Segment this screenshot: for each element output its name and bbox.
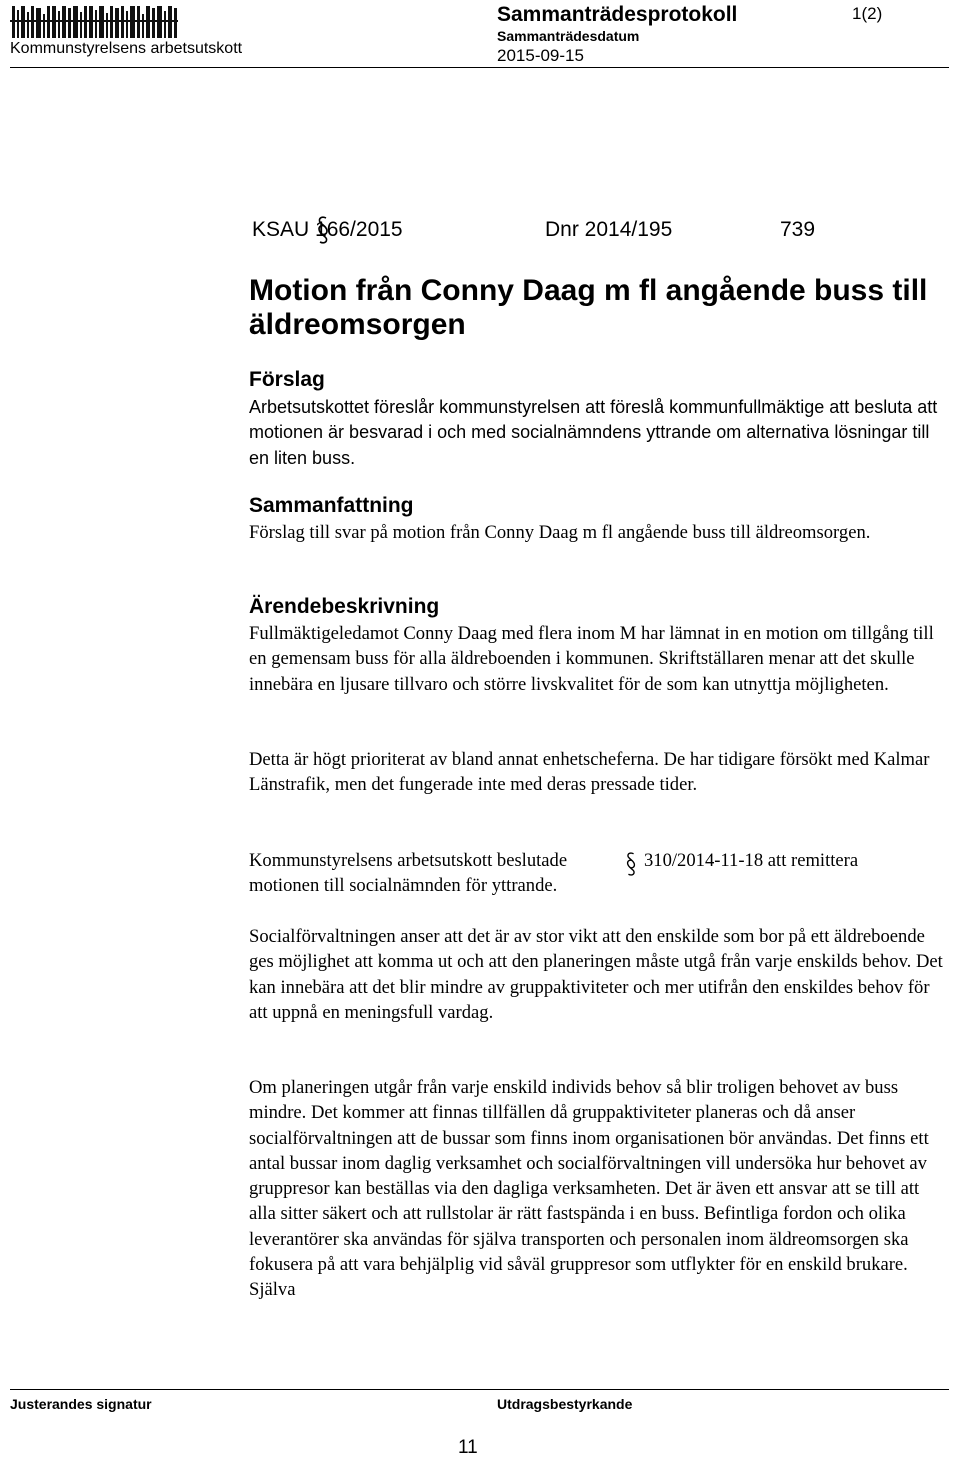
arende-paragraph: Detta är högt prioriterat av bland annat enhetscheferna. De har tidigare försökt med Kalmar Länstrafik, men det fungerade inte med deras pressade tider.	[249, 749, 930, 796]
arende-paragraph: Om planeringen utgår från varje enskild individs behov så blir troligen behovet av buss mindre. Det kommer att finnas tillfällen då gruppaktiviteter planeras och då anser socialförvaltningen att de bussar som finns inom organisationen bör användas. Det finns ett antal bussar inom daglig verksamhet och socialförvaltningen vill undersöka hur behovet av gruppresor kan beställas via den dagliga verksamheten. Det är även ett ansvar att se till att alla sitter säkert och att rullstolar är rätt fastspända i en buss. Befintliga fordon och olika leverantörer ska användas för själva transporten och personalen inom äldreomsorgen ska fokusera på att vara behjälplig vid såväl gruppresor som utflykter för en enskild brukare. Själva	[249, 1077, 929, 1301]
signature-label: Justerandes signatur	[10, 1396, 152, 1412]
case-number: KSAU 166/2015	[252, 218, 403, 241]
arende-paragraph: motionen till socialnämnden för yttrande.	[249, 875, 558, 896]
page-number: 11	[458, 1437, 478, 1458]
heading-forslag: Förslag	[249, 368, 325, 391]
document-title: Sammanträdesprotokoll	[497, 3, 738, 26]
organization-name: Kommunstyrelsens arbetsutskott	[10, 40, 243, 57]
extract-label: Utdragsbestyrkande	[497, 1396, 633, 1412]
case-title: Motion från Conny Daag m fl angående buss till äldreomsorgen	[249, 274, 928, 341]
arende-paragraph: Kommunstyrelsens arbetsutskott beslutade	[249, 850, 568, 871]
header-divider	[10, 67, 949, 68]
sammanfattning-text: Förslag till svar på motion från Conny Daag m fl angående buss till äldreomsorgen.	[249, 522, 871, 543]
meeting-date-label: Sammanträdesdatum	[497, 28, 640, 44]
municipality-logo	[10, 2, 178, 42]
footer-divider	[10, 1389, 949, 1390]
heading-arendebeskrivning: Ärendebeskrivning	[249, 595, 440, 618]
heading-sammanfattning: Sammanfattning	[249, 494, 414, 517]
arende-paragraph: 310/2014-11-18 att remittera	[644, 850, 859, 871]
forslag-text: Arbetsutskottet föreslår kommunstyrelsen att föreslå kommunfullmäktige att besluta att motionen är besvarad i och med socialnämndens yttrande om alternativa lösningar till en liten buss.	[249, 397, 938, 468]
meeting-date: 2015-09-15	[497, 46, 584, 65]
case-dnr: Dnr 2014/195	[545, 218, 673, 241]
case-code: 739	[780, 218, 816, 241]
section-sign-icon	[316, 214, 330, 246]
page-count: 1(2)	[852, 4, 883, 23]
arende-paragraph: Fullmäktigeledamot Conny Daag med flera inom M har lämnat in en motion om tillgång till en gemensam buss för alla äldreboenden i kommunen. Skriftställaren menar att det skulle innebära en ljusare tillvaro och större livskvalitet för de som kan utnyttja möjligheten.	[249, 623, 934, 695]
arende-paragraph: Socialförvaltningen anser att det är av stor vikt att den enskilde som bor på ett äldreboende ges möjlighet att komma ut och att den planeringen måste utgå från varje enskilds behov. Det kan innebära att det blir mindre av gruppaktiviteter och mer utifrån den enskildes behov för att uppnå en meningsfull vardag.	[249, 926, 943, 1023]
